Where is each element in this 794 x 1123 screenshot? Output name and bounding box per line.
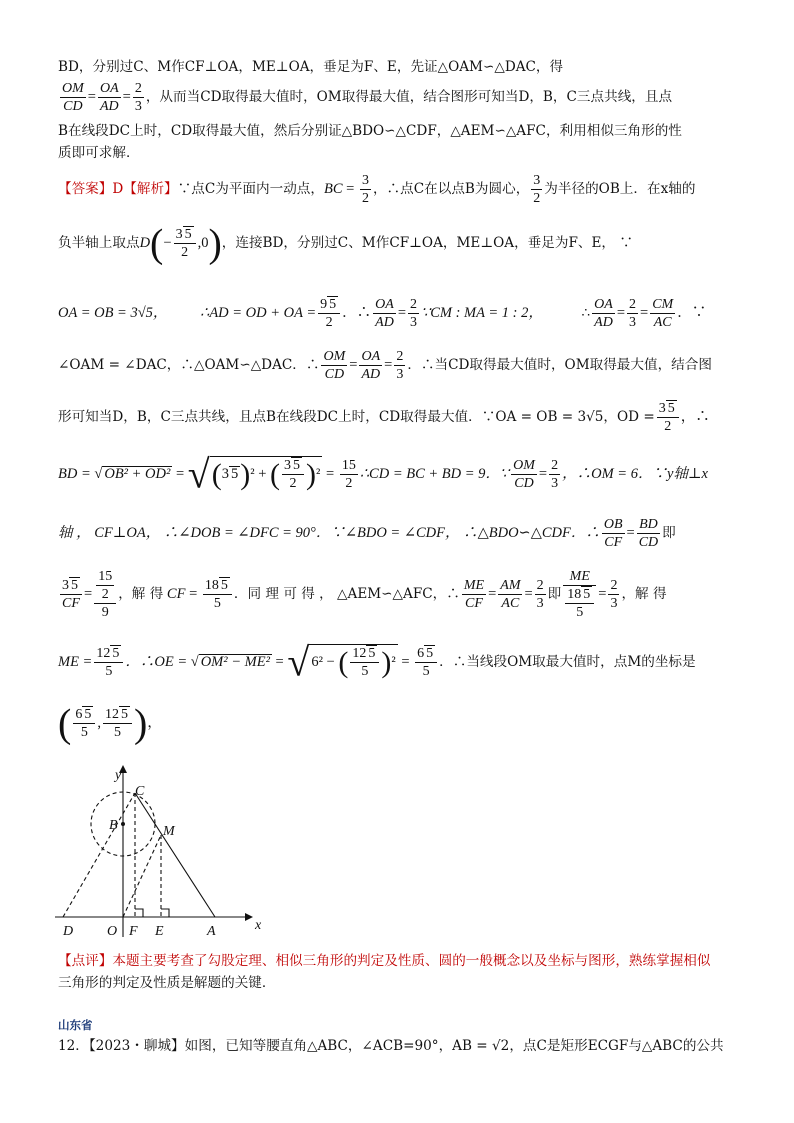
line-12-d: ，解 得 [621,586,667,602]
line-8: ∠OAM = ∠DAC，∴△OAM∽△DAC．∴ $\frac{OM}{CD}$ = $\frac{OA}{AD}$ = $\frac{2}{3}$ ．∴当CD取得最大值时，OM取得最大值，结合图 [58,349,712,382]
line-13-c: ．∴当线段OM取最大值时，点M的坐标是 [439,654,696,670]
label-a: A [207,924,216,939]
line-7-c: ∵CM : MA = 1 : 2， [421,305,543,321]
answer-text-1: ∵点C为平面内一动点， [177,181,324,197]
line-14: ( $\frac{6 5}{5}$ , $\frac{12 5}{5}$ )， [58,700,162,746]
line-12-a: ，解 得 [118,586,164,602]
label-e: E [155,924,164,939]
line-10: BD = √ OB² + OD² = √(3 5)² + ( $\frac{3 5}{2}$ )² = $\frac{15}{2}$ ∴CD = BC + BD = 9．∵ $\frac{OM}{CD}$ = $\frac{2}{3}$ ，∴OM = 6．∵y轴⊥x [58,451,708,497]
label-o: O [107,924,118,939]
line-12-c: 即 [547,586,562,602]
frac-oa-ad: $\frac{OA}{AD}$ [99,81,119,114]
province-label: 山东省 [58,1020,93,1032]
question-12: 12．【2023・聊城】如图，已知等腰直角△ABC，∠ACB=90°，AB = √2，点C是矩形ECGF与△ABC的公共 [58,1038,724,1054]
geometry-figure [55,765,265,945]
line-12-b: ．同 理 可 得 ， △AEM∽△AFC，∴ [233,586,460,602]
frac-om-cd: $\frac{OM}{CD}$ [62,81,84,114]
label-b: B [109,818,118,833]
label-c: C [135,784,145,799]
comment-text: 【点评】本题主要考查了勾股定理、相似三角形的判定及性质、圆的一般概念以及坐标与图形，熟练掌握相似 [58,953,711,969]
line-9: 形可知当D，B，C三点共线，且点B在线段DC上时，CD取得最大值．∵OA = OB = 3√5，OD = $\frac{3 5}{2}$ ，∴ [58,401,710,434]
frac-2-3: $\frac{2}{3}$ [134,81,142,114]
line-1: BD，分别过C、M作CF⊥OA，ME⊥OA，垂足为F、E，先证△OAM∽△DAC，得 [58,59,564,75]
line-12: $\frac{3 5}{CF}$ = $\frac{\frac{15}{2}}{9}$ ，解 得 CF = $\frac{18 5}{5}$ ．同 理 可 得 ， △AEM∽△AFC，∴ $\frac{ME}{CF}$ = $\frac{AM}{AC}$ = $\frac{2}{3}$ 即 $\frac{ME}{\frac{18 5}{5}}$ = $\frac{2}{3}$ ，解 得 [62,569,667,620]
line-10-a: BD = [58,466,91,482]
line-7-a: OA = OB = 3√5， [58,305,168,321]
line-13-b: ．∴OE = [125,654,188,670]
label-d: D [63,924,74,939]
line-7: OA = OB = 3√5， ∴AD = OD + OA = $\frac{9 5}{2}$ ．∴ $\frac{OA}{AD}$ = $\frac{2}{3}$ ∵CM : MA = 1 : 2， ∴ $\frac{OA}{AD}$ = $\frac{2}{3}$ = $\frac{CM}{AC}$ ．∵ [58,297,707,330]
line-2: $\frac{OM}{CD}$ = $\frac{OA}{AD}$ = $\frac{2}{3}$ ，从而当CD取得最大值时，OM取得最大值，结合图形可知当D，B，C三点共线，且点 [62,81,673,114]
answer-text-2: ，∴点C在以点B为圆心， [372,181,530,197]
label-y: y [115,768,122,783]
line-6-a: 负半轴上取点 [58,235,140,251]
answer-label: 【答案】D【解析】 [58,181,178,197]
line-10-c: ，∴OM = 6．∵y轴⊥x [562,466,708,482]
comment-line [58,951,738,971]
line-2-text: ，从而当CD取得最大值时，OM取得最大值，结合图形可知当D，B，C三点共线，且点 [145,89,673,105]
line-11: 轴 ， CF⊥OA， ∴∠DOB = ∠DFC = 90°．∵∠BDO = ∠CDF， ∴△BDO∽△CDF．∴ $\frac{OB}{CF}$ = $\frac{BD}{CD}$ 即 [58,517,676,550]
line-13: ME = $\frac{12 5}{5}$ ．∴OE = √ OM² − ME² = √ 6² − ( $\frac{12 5}{5}$ )² = $\frac{6 5}{5}$ ．∴当线段OM取最大值时，点M的坐标是 [58,639,696,685]
line-10-b: ∴CD = BC + BD = 9．∵ [359,466,510,482]
line-7-d: ∴ [581,305,591,321]
line-7-b: ∴AD = OD + OA = [200,305,317,321]
answer-text-3: 为半径的OB上．在x轴的 [544,181,696,197]
line-13-a: ME = [58,654,93,670]
label-x: x [255,918,262,933]
line-8-a: ∠OAM = ∠DAC，∴△OAM∽△DAC．∴ [58,357,320,373]
line-6: 负半轴上取点D(− $\frac{3 5}{2}$ ,0)，连接BD，分别过C、M作CF⊥OA，ME⊥OA，垂足为F、E， ∵ [58,220,633,266]
line-3: B在线段DC上时，CD取得最大值，然后分别证△BDO∽△CDF，△AEM∽△AFC，利用相似三角形的性 [58,123,682,139]
line-4: 质即可求解． [58,145,140,161]
label-m: M [163,824,175,839]
line-8-b: ．∴当CD取得最大值时，OM取得最大值，结合图 [407,357,712,373]
label-f: F [129,924,138,939]
comment-line-2: 三角形的判定及性质是解题的关键． [58,975,276,991]
line-9-a: 形可知当D，B，C三点共线，且点B在线段DC上时，CD取得最大值．∵OA = OB = 3√5，OD = [58,409,655,425]
line-6-b: ，连接BD，分别过C、M作CF⊥OA，ME⊥OA，垂足为F、E， ∵ [221,235,633,251]
line-11-b: 即 [662,525,676,541]
line-11-a: 轴 ， CF⊥OA， ∴∠DOB = ∠DFC = 90°．∵∠BDO = ∠CDF， ∴△BDO∽△CDF．∴ [58,525,600,541]
answer-line: 【答案】D【解析】∵点C为平面内一动点，BC = $\frac{3}{2}$ ，∴点C在以点B为圆心， $\frac{3}{2}$ 为半径的OB上．在x轴的 [58,173,696,206]
